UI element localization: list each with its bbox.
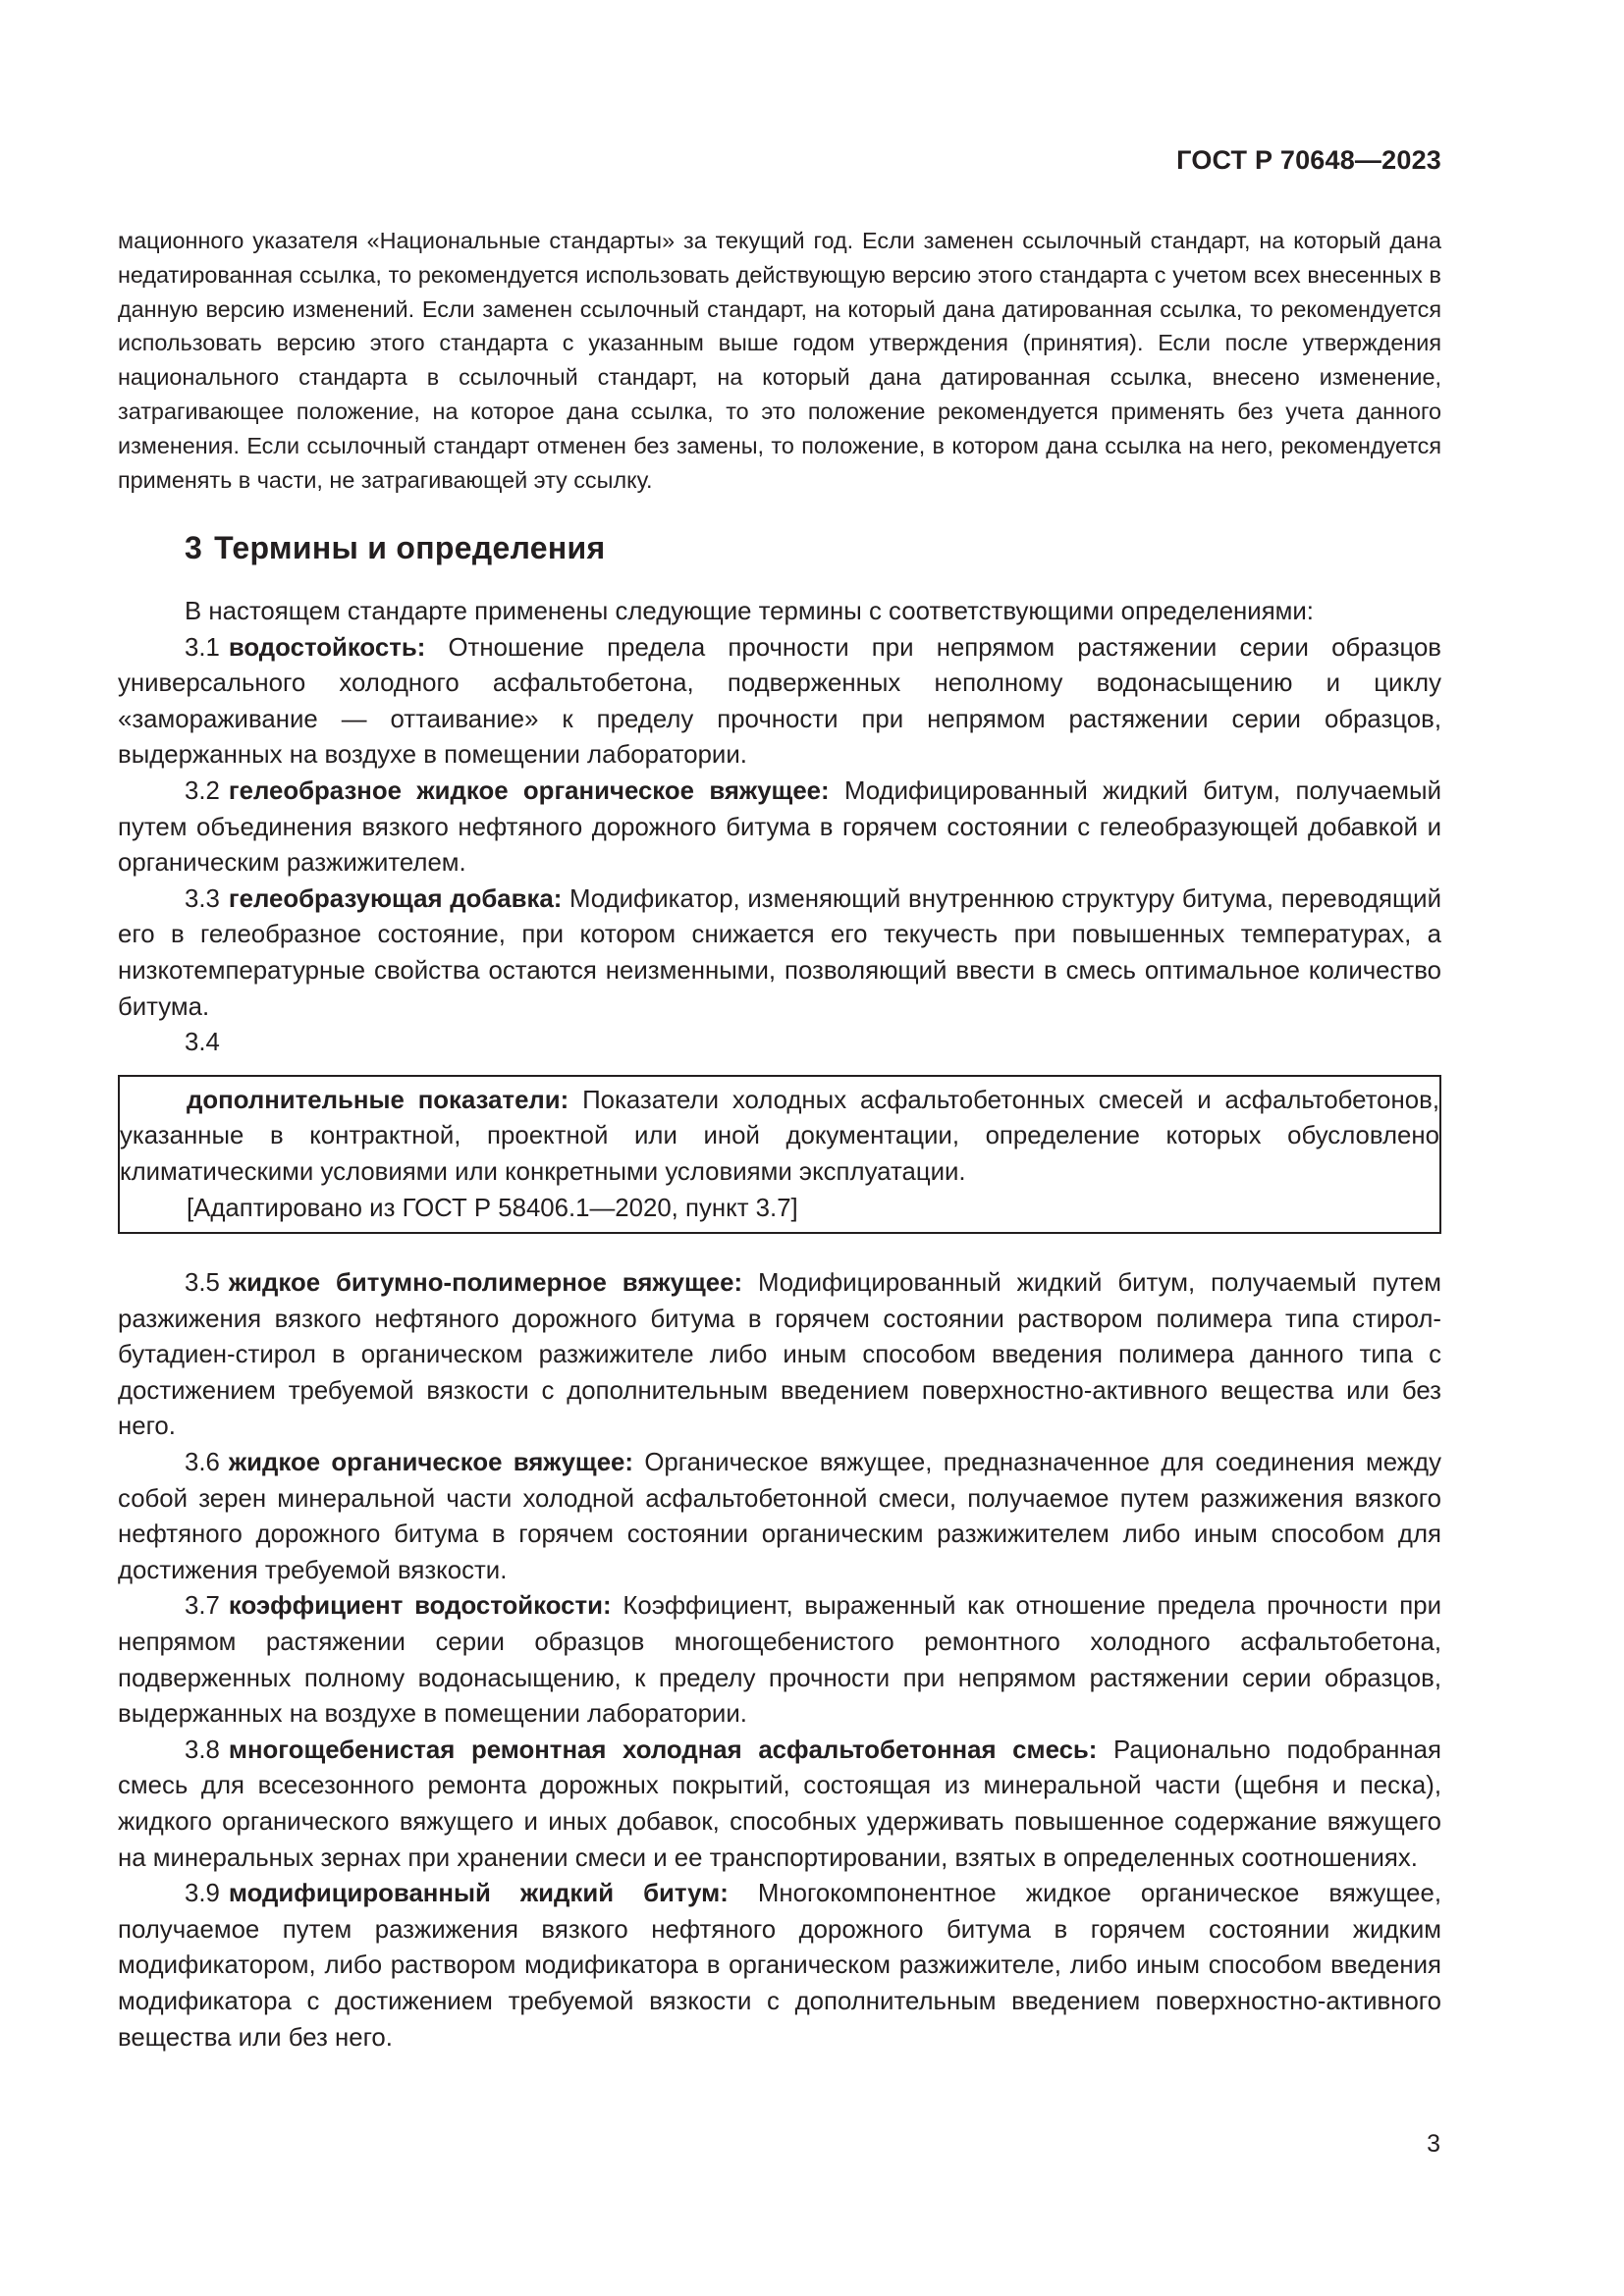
term-number: 3.8 <box>185 1735 220 1764</box>
section-lead: В настоящем стандарте применены следующие термины с соответствующими определениями: <box>185 598 1314 625</box>
boxed-term-frame <box>118 1075 1441 1234</box>
term-name: водостойкость: <box>228 633 426 662</box>
term-name: коэффициент водостойкости: <box>228 1592 612 1621</box>
term-definition: Рационально подобранная смесь для всесезонного ремонта дорожных покрытий, состоящая из минеральной части (щебня и песка), жидкого органического вяжущего и иных добавок, способных удерживать повышенное содержание вяжущего на минеральных зернах при хранении смеси и ее транспортировании, взятых в определенных соотношениях. <box>118 1735 1441 1872</box>
term-name: многощебенистая ремонтная холодная асфальтобетонная смесь: <box>228 1735 1098 1764</box>
term-definition: Коэффициент, выраженный как отношение предела прочности при непрямом растяжении серии образцов многощебенистого ремонтного холодного асфальтобетона, подверженных полному водонасыщению, к пределу прочности при непрямом растяжении серии образцов, выдержанных на воздухе в помещении лаборатории. <box>118 1592 1442 1729</box>
boxed-term-number: 3.4 <box>185 1029 220 1057</box>
standard-designation: ГОСТ Р 70648—2023 <box>1176 145 1441 175</box>
term-number: 3.6 <box>185 1449 220 1477</box>
term-name: гелеобразующая добавка: <box>228 884 563 913</box>
term-entry <box>118 1733 1441 1876</box>
term-number: 3.9 <box>185 1880 220 1908</box>
term-name: гелеобразное жидкое органическое вяжущее: <box>228 776 830 805</box>
term-number: 3.3 <box>185 884 220 913</box>
section-heading <box>185 530 605 566</box>
boxed-term-reference: [Адаптировано из ГОСТ Р 58406.1—2020, пункт 3.7] <box>187 1194 798 1222</box>
term-name: модифицированный жидкий битум: <box>228 1880 729 1908</box>
boxed-term-definition: Показатели холодных асфальтобетонных смесей и асфальтобетонов, указанные в контрактной, проектной или иной документации, определение которых обусловлено климатическими условиями или конкретными условиями эксплуатации. <box>120 1086 1439 1186</box>
term-name: жидкое органическое вяжущее: <box>228 1449 633 1477</box>
term-definition: Модификатор, изменяющий внутреннюю структуру битума, переводящий его в гелеобразное состояние, при котором снижается его текучесть при повышенных температурах, а низкотемпературные свойства остаются неизменными, позволяющий ввести в смесь оптимальное количество битума. <box>118 884 1441 1021</box>
term-entry <box>118 774 1441 881</box>
term-number: 3.5 <box>185 1269 220 1298</box>
term-number: 3.1 <box>185 633 220 662</box>
intro-paragraph <box>118 224 1441 497</box>
term-entry <box>118 1265 1441 1445</box>
term-definition: Многокомпонентное жидкое органическое вяжущее, получаемое путем разжижения вязкого нефтяного дорожного битума в горячем состоянии жидким модификатором, либо раствором модификатора в органическом разжижителе, либо иным способом введения модификатора с достижением требуемой вязкости с дополнительным введением поверхностно-активного вещества или без него. <box>118 1880 1442 2052</box>
term-entry <box>118 1588 1441 1732</box>
term-definition: Модифицированный жидкий битум, получаемый путем объединения вязкого нефтяного дорожного битума в горячем состоянии с гелеобразующей добавкой и органическим разжижителем. <box>118 776 1441 878</box>
term-number: 3.7 <box>185 1592 220 1621</box>
section-title: Термины и определения <box>214 530 606 565</box>
terms-list <box>118 594 1441 2056</box>
term-number: 3.2 <box>185 776 220 805</box>
term-entry <box>118 881 1441 1025</box>
term-definition: Органическое вяжущее, предназначенное для соединения между собой зерен минеральной части холодной асфальтобетонной смеси, получаемое путем разжижения вязкого нефтяного дорожного битума в горячем состоянии органическим разжижителем либо иным способом для достижения требуемой вязкости. <box>118 1449 1442 1584</box>
section-number: 3 <box>185 530 203 565</box>
page-number: 3 <box>1427 2130 1440 2158</box>
term-entry <box>118 1445 1441 1588</box>
intro-text: мационного указателя «Национальные стандарты» за текущий год. Если заменен ссылочный стандарт, на который дана недатированная ссылка, то рекомендуется использовать действующую версию этого стандарта с учетом всех внесенных в данную версию изменений. Если заменен ссылочный стандарт, на который дана датированная ссылка, то рекомендуется использовать версию этого стандарта с указанным выше годом утверждения (принятия). Если после утверждения национального стандарта в ссылочный стандарт, на который дана датированная ссылка, внесено изменение, затрагивающее положение, на которое дана ссылка, то это положение рекомендуется применять без учета данного изменения. Если ссылочный стандарт отменен без замены, то положение, в котором дана ссылка на него, рекомендуется применять в части, не затрагивающей эту ссылку. <box>118 228 1441 493</box>
term-definition: Отношение предела прочности при непрямом растяжении серии образцов универсального холодного асфальтобетона, подверженных неполному водонасыщению и циклу «замораживание — оттаивание» к пределу прочности при непрямом растяжении серии образцов, выдержанных на воздухе в помещении лаборатории. <box>118 633 1442 770</box>
term-name: жидкое битумно-полимерное вяжущее: <box>228 1269 743 1298</box>
term-definition: Модифицированный жидкий битум, получаемый путем разжижения вязкого нефтяного дорожного битума в горячем состоянии раствором полимера типа стирол-бутадиен-стирол в органическом разжижителе либо иным способом введения полимера данного типа с достижением требуемой вязкости с дополнительным введением поверхностно-активного вещества или без него. <box>118 1269 1441 1441</box>
boxed-term-name: дополнительные показатели: <box>187 1086 569 1114</box>
term-entry <box>118 630 1441 774</box>
boxed-term-entry <box>120 1083 1439 1191</box>
term-entry <box>118 1876 1441 2056</box>
